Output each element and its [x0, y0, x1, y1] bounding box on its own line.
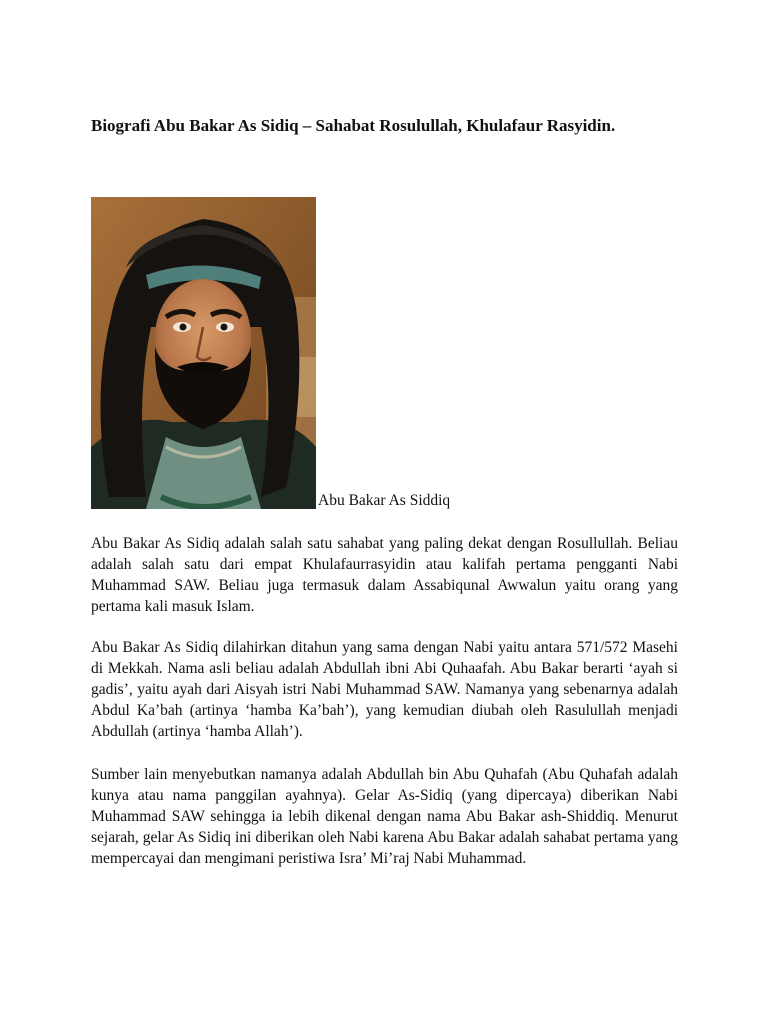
document-title: Biografi Abu Bakar As Sidiq – Sahabat Rosulullah, Khulafaur Rasyidin.: [91, 116, 616, 135]
paragraph: Abu Bakar As Sidiq adalah salah satu sahabat yang paling dekat dengan Rosullullah. Beliau adalah salah satu dari empat Khulafaurrasyidin atau kalifah pertama pengganti Nabi Muhammad SAW. Beliau juga termasuk dalam Assabiqunal Awwalun yaitu orang yang pertama kali masuk Islam.: [91, 535, 678, 615]
figure: [91, 197, 591, 517]
portrait-painting-icon: [91, 197, 316, 509]
paragraph: Abu Bakar As Sidiq dilahirkan ditahun yang sama dengan Nabi yaitu antara 571/572 Masehi di Mekkah. Nama asli beliau adalah Abdullah ibni Abi Quhaafah. Abu Bakar berarti ‘ayah si gadis’, yaitu ayah dari Aisyah istri Nabi Muhammad SAW. Namanya yang sebenarnya adalah Abdul Ka’bah (artinya ‘hamba Ka’bah’), yang kemudian diubah oleh Rasulullah menjadi Abdullah (artinya ‘hamba Allah’).: [91, 639, 678, 740]
paragraph: Sumber lain menyebutkan namanya adalah Abdullah bin Abu Quhafah (Abu Quhafah adalah kunya atau nama panggilan ayahnya). Gelar As-Sidiq (yang dipercaya) diberikan Nabi Muhammad SAW sehingga ia lebih dikenal dengan nama Abu Bakar ash-Shiddiq. Menurut sejarah, gelar As Sidiq ini diberikan oleh Nabi karena Abu Bakar adalah sahabat pertama yang mempercayai dan mengimani peristiwa Isra’ Mi’raj Nabi Muhammad.: [91, 766, 678, 867]
figure-caption: Abu Bakar As Siddiq: [318, 492, 451, 509]
